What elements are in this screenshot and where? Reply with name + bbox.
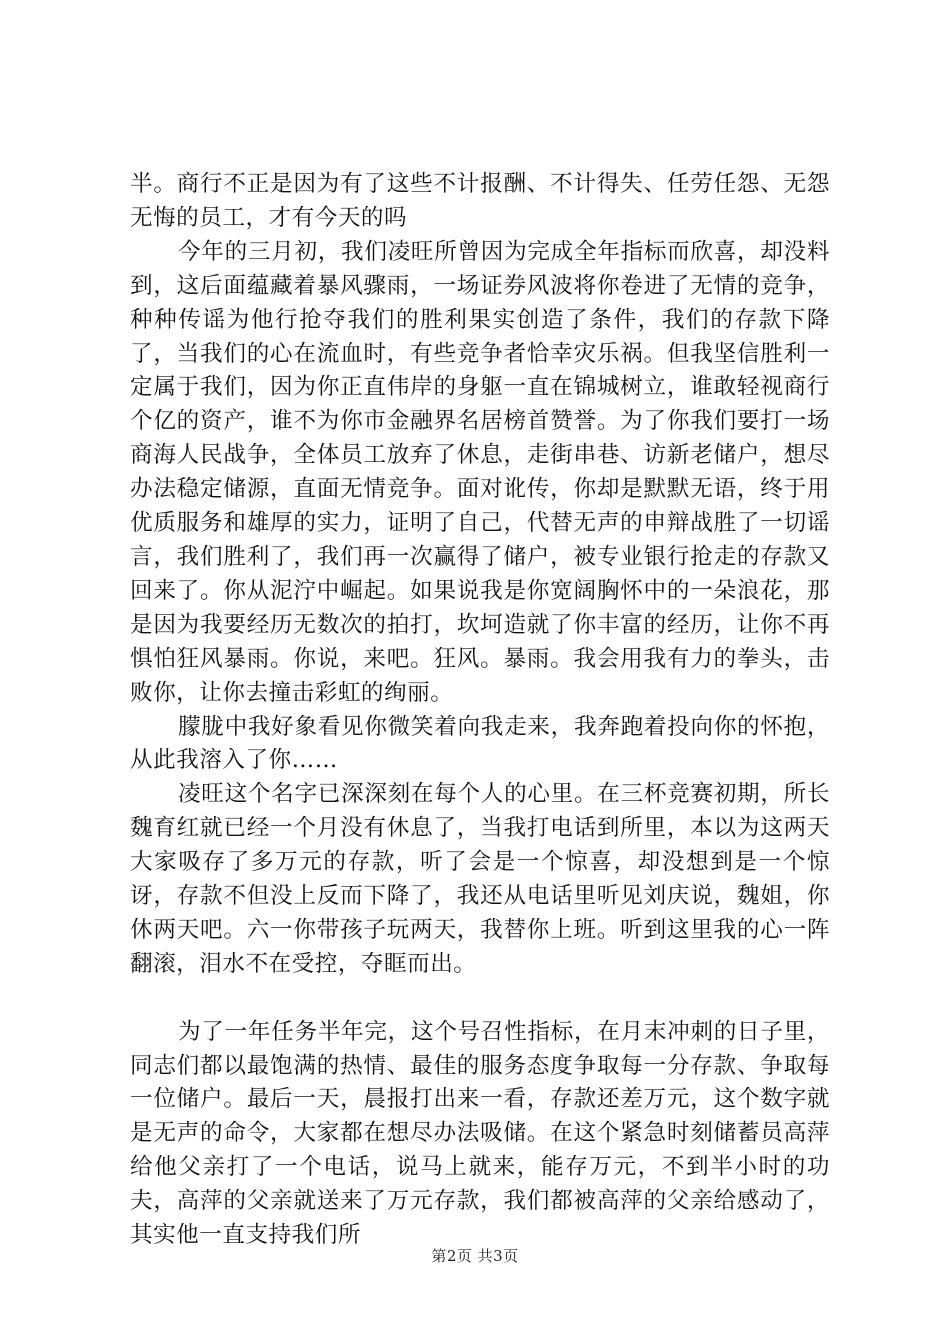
- paragraph-3: 朦胧中我好象看见你微笑着向我走来，我奔跑着投向你的怀抱，从此我溶入了你……: [130, 713, 830, 774]
- paragraph-4: 凌旺这个名字已深深刻在每个人的心里。在三杯竞赛初期，所长魏育红就已经一个月没有休息了，当我打电话到所里，本以为这两天大家吸存了多万元的存款，听了会是一个惊喜，却没想到是一个惊讶，存款不但没上反而下降了，我还从电话里听见刘庆说，魏姐，你休两天吧。六一你带孩子玩两天，我替你上班。听到这里我的心一阵翻滚，泪水不在受控，夺眶而出。: [130, 781, 830, 977]
- paragraph-2: 今年的三月初，我们凌旺所曾因为完成全年指标而欣喜，却没料到，这后面蕴藏着暴风骤雨，一场证券风波将你卷进了无情的竞争，种种传谣为他行抢夺我们的胜利果实创造了条件，我们的存款下降了，当我们的心在流血时，有些竞争者恰幸灾乐祸。但我坚信胜利一定属于我们，因为你正直伟岸的身躯一直在锦城树立，谁敢轻视商行个亿的资产，谁不为你市金融界名居榜首赞誉。为了你我们要打一场商海人民战争，全体员工放弃了休息，走街串巷、访新老储户，想尽办法稳定储源，直面无情竞争。面对讹传，你却是默默无语，终于用优质服务和雄厚的实力，证明了自己，代替无声的申辩战胜了一切谣言，我们胜利了，我们再一次赢得了储户，被专业银行抢走的存款又回来了。你从泥泞中崛起。如果说我是你宽阔胸怀中的一朵浪花，那是因为我要经历无数次的拍打，坎坷造就了你丰富的经历，让你不再惧怕狂风暴雨。你说，来吧。狂风。暴雨。我会用我有力的拳头，击败你，让你去撞击彩虹的绚丽。: [130, 238, 830, 706]
- paragraph-5: 为了一年任务半年完，这个号召性指标，在月末冲刺的日子里，同志们都以最饱满的热情、最佳的服务态度争取每一分存款、争取每一位储户。最后一天，晨报打出来一看，存款还差万元，这个数字就是无声的命令，大家都在想尽办法吸储。在这个紧急时刻储蓄员高萍给他父亲打了一个电话，说马上就来，能存万元，不到半小时的功夫，高萍的父亲就送来了万元存款，我们都被高萍的父亲给感动了，其实他一直支持我们所: [130, 1018, 830, 1249]
- paragraph-1: 半。商行不正是因为有了这些不计报酬、不计得失、任劳任怨、无怨无悔的员工，才有今天的吗: [130, 171, 830, 231]
- document-body: [130, 168, 830, 1253]
- page-number-footer: 第2页 共3页: [431, 1247, 519, 1265]
